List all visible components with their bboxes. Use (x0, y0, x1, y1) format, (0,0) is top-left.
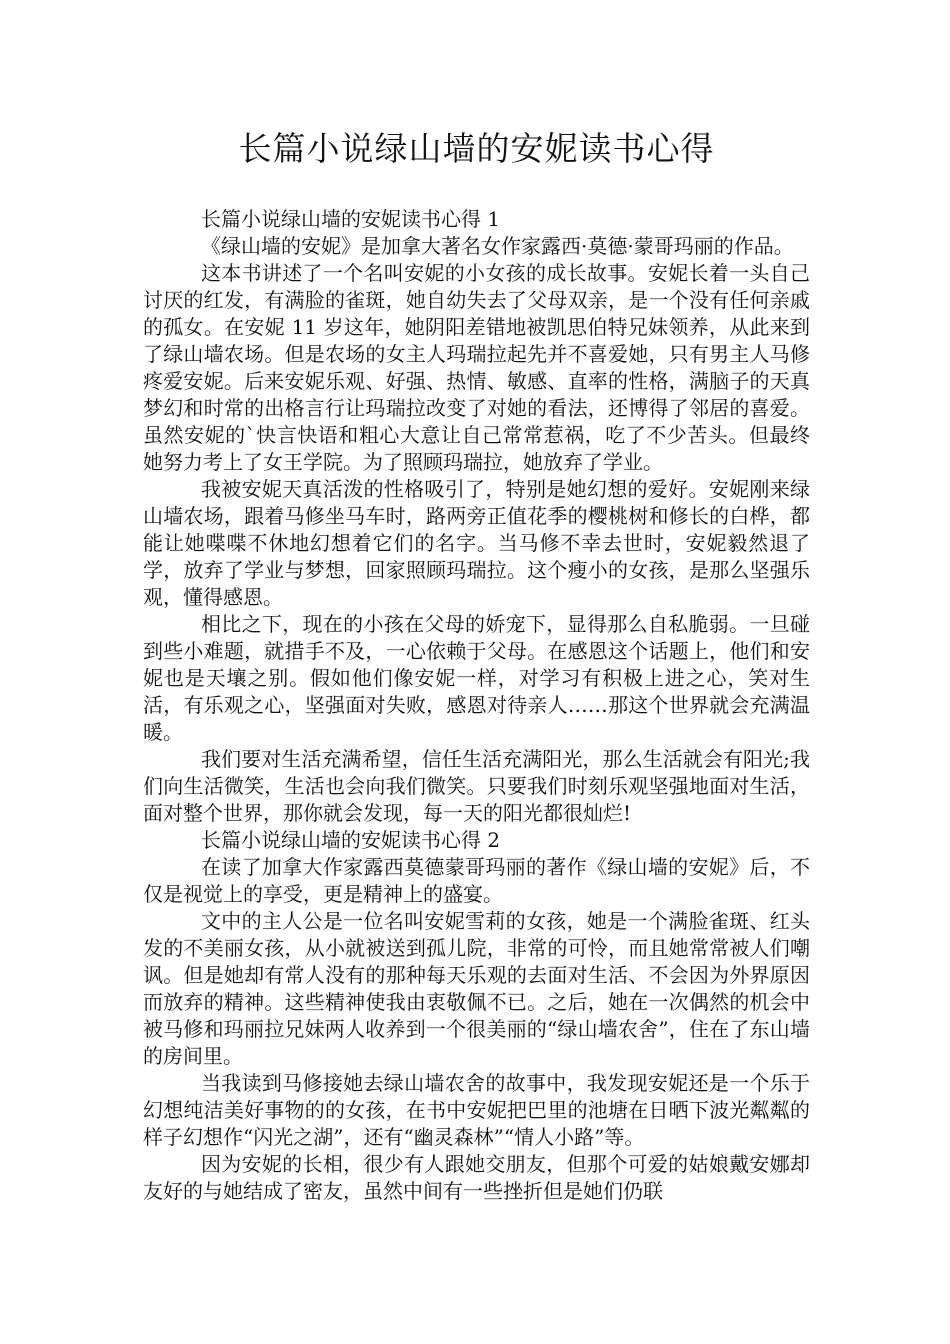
section-heading-1: 长篇小说绿山墙的安妮读书心得 1 (201, 207, 501, 231)
paragraph: 当我读到马修接她去绿山墙农舍的故事中，我发现安妮还是一个乐于幻想纯洁美好事物的的女孩，在书中安妮把巴里的池塘在日晒下波光粼粼的样子幻想作“闪光之湖”，还有“幽灵森林”“情人小路”等。 (143, 1071, 810, 1149)
paragraph: 在读了加拿大作家露西莫德蒙哥玛丽的著作《绿山墙的安妮》后，不仅是视觉上的享受，更是精神上的盛宴。 (143, 855, 810, 906)
paragraph: 文中的主人公是一位名叫安妮雪莉的女孩，她是一个满脸雀斑、红头发的不美丽女孩，从小就被送到孤儿院，非常的可怜，而且她常常被人们嘲讽。但是她却有常人没有的那种每天乐观的去面对生活、不会因为外界原因而放弃的精神。这些精神使我由衷敬佩不已。之后，她在一次偶然的机会中被马修和玛丽拉兄妹两人收养到一个很美丽的“绿山墙农舍”，住在了东山墙的房间里。 (143, 909, 810, 1068)
paragraph: 我们要对生活充满希望，信任生活充满阳光，那么生活就会有阳光;我们向生活微笑，生活也会向我们微笑。只要我们时刻乐观坚强地面对生活，面对整个世界，那你就会发现，每一天的阳光都很灿烂! (143, 747, 810, 825)
paragraph: 我被安妮天真活泼的性格吸引了，特别是她幻想的爱好。安妮刚来绿山墙农场，跟着马修坐马车时，路两旁正值花季的樱桃树和修长的白桦，都能让她喋喋不休地幻想着它们的名字。当马修不幸去世时，安妮毅然退了学，放弃了学业与梦想，回家照顾玛瑞拉。这个瘦小的女孩，是那么坚强乐观，懂得感恩。 (143, 477, 810, 609)
paragraph: 相比之下，现在的小孩在父母的娇宠下，显得那么自私脆弱。一旦碰到些小难题，就措手不及，一心依赖于父母。在感恩这个话题上，他们和安妮也是天壤之别。假如他们像安妮一样，对学习有积极上进之心，笑对生活，有乐观之心，坚强面对失败，感恩对待亲人……那这个世界就会充满温暖。 (143, 612, 810, 744)
document-body (143, 206, 810, 1205)
section-heading-2: 长篇小说绿山墙的安妮读书心得 2 (201, 828, 501, 852)
paragraph: 因为安妮的长相，很少有人跟她交朋友，但那个可爱的姑娘戴安娜却友好的与她结成了密友，虽然中间有一些挫折但是她们仍联 (143, 1152, 810, 1203)
document-title: 长篇小说绿山墙的安妮读书心得 (238, 129, 715, 168)
paragraph: 这本书讲述了一个名叫安妮的小女孩的成长故事。安妮长着一头自己讨厌的红发，有满脸的雀斑，她自幼失去了父母双亲，是一个没有任何亲戚的孤女。在安妮 11 岁这年，她阴阳差错地被凯思伯特兄妹领养，从此来到了绿山墙农场。但是农场的女主人玛瑞拉起先并不喜爱她，只有男主人马修疼爱安妮。后来安妮乐观、好强、热情、敏感、直率的性格，满脑子的天真梦幻和时常的出格言行让玛瑞拉改变了对她的看法，还博得了邻居的喜爱。虽然安妮的`快言快语和粗心大意让自己常常惹祸，吃了不少苦头。但最终她努力考上了女王学院。为了照顾玛瑞拉，她放弃了学业。 (143, 261, 810, 474)
paragraph: 《绿山墙的安妮》是加拿大著名女作家露西·莫德·蒙哥玛丽的作品。 (201, 234, 794, 258)
